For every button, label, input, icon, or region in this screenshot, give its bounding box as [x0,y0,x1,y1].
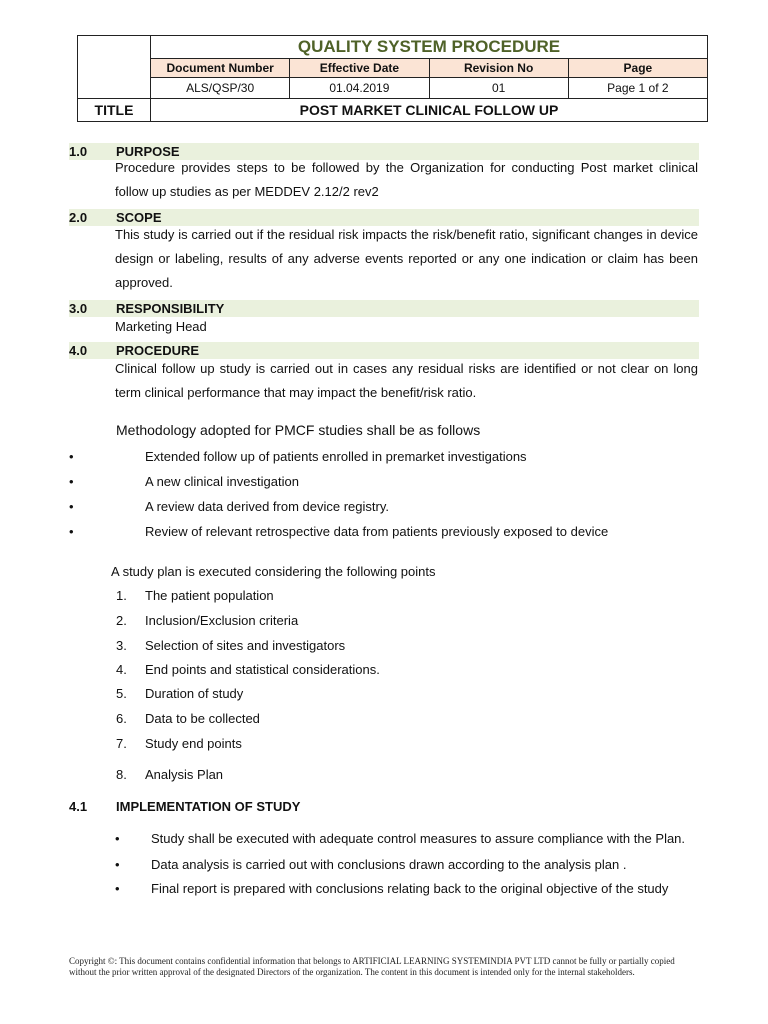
document-type-title: QUALITY SYSTEM PROCEDURE [151,36,708,59]
bullet-icon: • [69,499,74,514]
subsection-heading-implementation: IMPLEMENTATION OF STUDY [116,799,301,814]
list-item: End points and statistical considerations. [145,662,380,677]
bullet-icon: • [69,449,74,464]
doc-number-label: Document Number [151,59,290,78]
section-name: SCOPE [116,210,162,225]
list-item: Review of relevant retrospective data from patients previously exposed to device [145,524,609,539]
list-number: 8. [116,767,127,782]
list-number: 7. [116,736,127,751]
list-item: Selection of sites and investigators [145,638,346,653]
section-number: 3.0 [69,301,88,316]
list-item: Inclusion/Exclusion criteria [145,613,299,628]
methodology-intro: Methodology adopted for PMCF studies shall be as follows [116,422,481,438]
revision-value: 01 [429,78,568,98]
bullet-icon: • [115,881,120,896]
list-item: A review data derived from device registry. [145,499,389,514]
logo-cell [78,36,151,99]
bullet-icon: • [69,474,74,489]
scope-text: This study is carried out if the residual risk impacts the risk/benefit ratio, significant changes in device design or labeling, results of any adverse events reported or any one indication or claim has been approved. [115,227,698,290]
document-header-table [77,35,708,122]
doc-number-value: ALS/QSP/30 [151,78,290,98]
effective-date-label: Effective Date [290,59,429,78]
study-plan-intro: A study plan is executed considering the following points [111,564,436,579]
procedure-text: Clinical follow up study is carried out in cases any residual risks are identified or not clear on long term clinical performance that may impact the benefit/risk ratio. [115,361,698,400]
copyright-footer: Copyright ©: This document contains confidential information that belongs to ARTIFICIAL LEARNING SYSTEMINDIA PVT LTD cannot be fully or partially copied without the prior written approval of the designated Directors of the organization. The content in this document is intended only for the internal stakeholders. [69,956,675,977]
bullet-icon: • [115,857,120,872]
section-number: 1.0 [69,144,88,159]
subsection-number: 4.1 [69,799,88,814]
list-number: 5. [116,686,127,701]
list-number: 3. [116,638,127,653]
section-name: RESPONSIBILITY [116,301,225,316]
section-number: 4.0 [69,343,88,358]
list-item: Analysis Plan [145,767,224,782]
list-item: Data to be collected [145,711,260,726]
list-item: Study end points [145,736,242,751]
section-name: PROCEDURE [116,343,200,358]
responsibility-text: Marketing Head [115,319,207,334]
list-number: 2. [116,613,127,628]
section-number: 2.0 [69,210,88,225]
list-number: 4. [116,662,127,677]
purpose-text: Procedure provides steps to be followed by the Organization for conducting Post market clinical follow up studies as per MEDDEV 2.12/2 rev2 [115,160,698,199]
list-number: 1. [116,588,127,603]
list-item: Final report is prepared with conclusions relating back to the original objective of the study [151,881,669,896]
bullet-icon: • [69,524,74,539]
list-item: A new clinical investigation [145,474,299,489]
list-number: 6. [116,711,127,726]
title-label: TITLE [78,98,151,121]
bullet-icon: • [115,831,120,846]
list-item: Duration of study [145,686,244,701]
section-name: PURPOSE [116,144,180,159]
page-label: Page [568,59,707,78]
effective-date-value: 01.04.2019 [290,78,429,98]
list-item: Data analysis is carried out with conclusions drawn according to the analysis plan . [151,857,627,872]
document-title: POST MARKET CLINICAL FOLLOW UP [151,98,708,121]
section-heading-responsibility [69,300,699,317]
list-item: Study shall be executed with adequate control measures to assure compliance with the Plan. [151,831,686,846]
revision-label: Revision No [429,59,568,78]
page-value: Page 1 of 2 [568,78,707,98]
list-item: The patient population [145,588,274,603]
list-item: Extended follow up of patients enrolled in premarket investigations [145,449,527,464]
